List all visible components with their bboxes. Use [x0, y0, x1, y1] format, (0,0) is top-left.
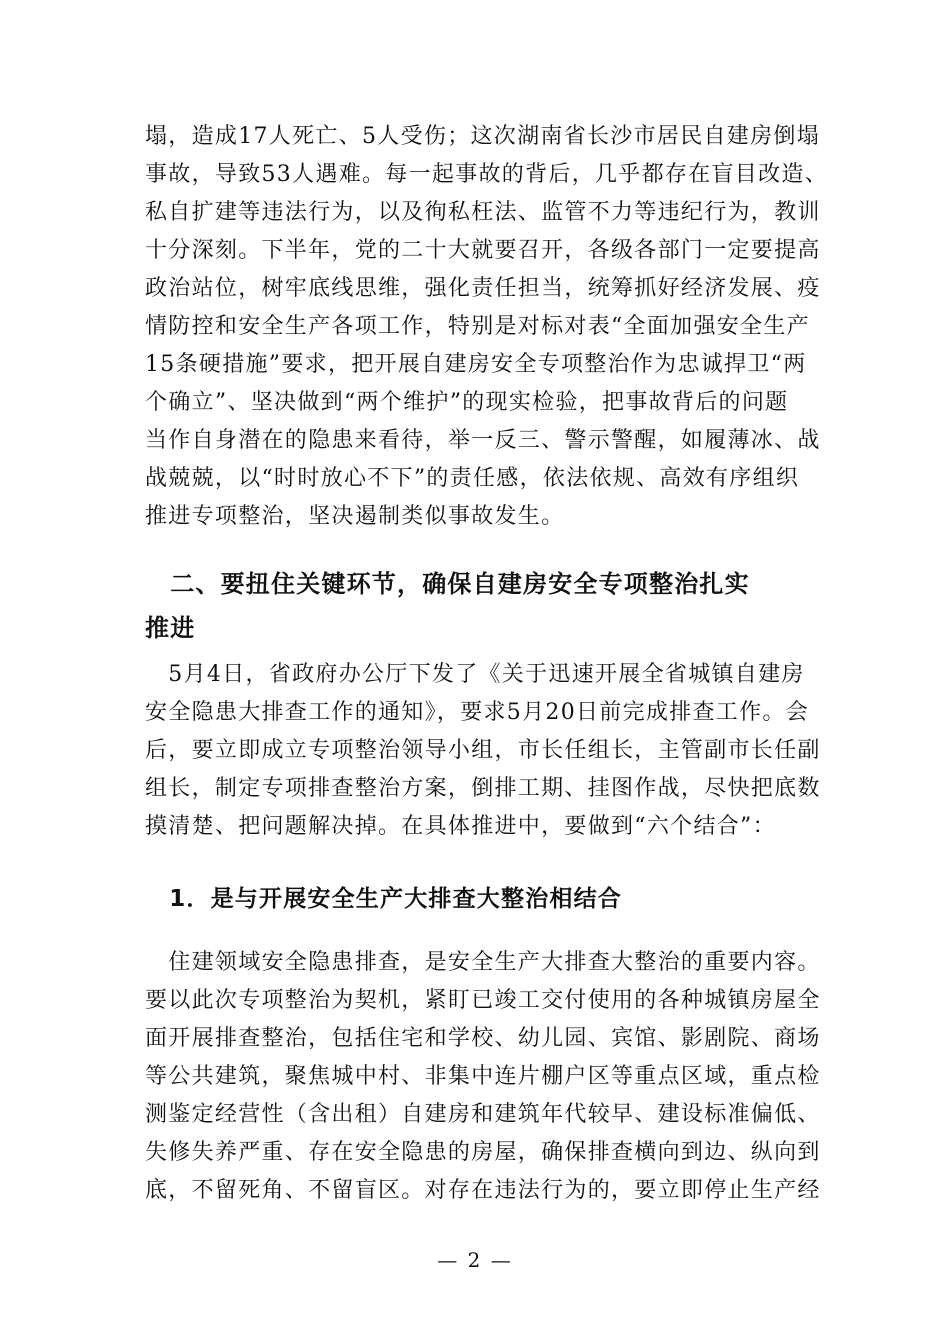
subheading-line: 1．是与开展安全生产大排查大整治相结合: [145, 886, 623, 912]
paragraph-line: 失修失养严重、存在安全隐患的房屋，确保排查横向到边、纵向到: [145, 1140, 821, 1165]
paragraph-line: 面开展排查整治，包括住宅和学校、幼儿园、宾馆、影剧院、商场: [145, 1026, 821, 1051]
paragraph-line: 政治站位，树牢底线思维，强化责任担当，统筹抓好经济发展、疫: [145, 276, 821, 301]
paragraph-line: 私自扩建等违法行为，以及徇私枉法、监管不力等违纪行为，教训: [145, 200, 821, 225]
paragraph-line: 要以此次专项整治为契机，紧盯已竣工交付使用的各种城镇房屋全: [145, 988, 821, 1013]
heading-line: 二、要扭住关键环节，确保自建房安全专项整治扎实: [145, 570, 750, 598]
paragraph-line: 事故，导致53人遇难。每一起事故的背后，几乎都存在盲目改造、: [145, 162, 828, 187]
paragraph-line: 推进专项整治，坚决遏制类似事故发生。: [145, 504, 565, 529]
heading-line: 推进: [145, 614, 196, 642]
section-heading-2: [145, 562, 825, 650]
paragraph-line: 等公共建筑，聚焦城中村、非集中连片棚户区等重点区域，重点检: [145, 1064, 821, 1089]
page-number: — 2 —: [437, 1248, 513, 1272]
paragraph-line: 组长，制定专项排查整治方案，倒排工期、挂图作战，尽快把底数: [145, 776, 821, 801]
paragraph-line: 15条硬措施”要求，把开展自建房安全专项整治作为忠诚捍卫“两: [145, 352, 807, 377]
paragraph-line: 安全隐患大排查工作的通知》，要求5月20日前完成排查工作。会: [145, 700, 809, 725]
paragraph-line: 5月4日，省政府办公厅下发了《关于迅速开展全省城镇自建房: [145, 662, 805, 687]
paragraph-line: 当作自身潜在的隐患来看待，举一反三、警示警醒，如履薄冰、战: [145, 428, 821, 453]
paragraph-line: 摸清楚、把问题解决掉。在具体推进中，要做到“六个结合”：: [145, 814, 776, 839]
paragraph-line: 后，要立即成立专项整治领导小组，市长任组长，主管副市长任副: [145, 738, 821, 763]
paragraph-line: 战兢兢，以“时时放心不下”的责任感，依法依规、高效有序组织: [145, 466, 800, 491]
paragraph-line: 底，不留死角、不留盲区。对存在违法行为的，要立即停止生产经: [145, 1178, 821, 1203]
paragraph-1: [145, 118, 828, 536]
paragraph-line: 测鉴定经营性（含出租）自建房和建筑年代较早、建设标准偏低、: [145, 1102, 821, 1127]
paragraph-line: 塌，造成17人死亡、5人受伤；这次湖南省长沙市居民自建房倒塌: [145, 124, 820, 149]
paragraph-line: 个确立”、坚决做到“两个维护”的现实检验，把事故背后的问题: [145, 390, 789, 415]
paragraph-line: 十分深刻。下半年，党的二十大就要召开，各级各部门一定要提高: [145, 238, 821, 263]
paragraph-line: 住建领域安全隐患排查，是安全生产大排查大整治的重要内容。: [145, 950, 821, 975]
paragraph-line: 情防控和安全生产各项工作，特别是对标对表“全面加强安全生产: [145, 314, 810, 339]
paragraph-2: [145, 656, 825, 846]
subheading-1: [145, 880, 825, 918]
paragraph-3: [145, 944, 825, 1210]
